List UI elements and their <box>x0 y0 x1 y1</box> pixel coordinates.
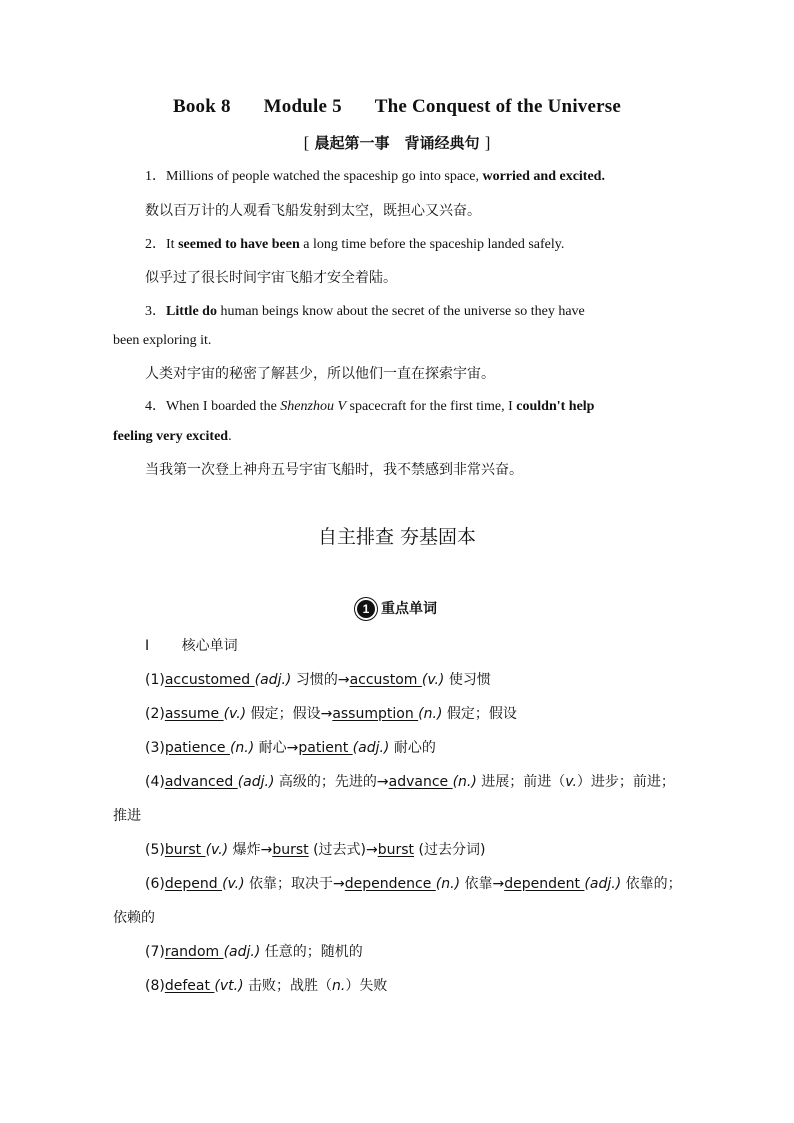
word-entry-4: (4)advanced (adj.) 高级的；先进的→advance (n.) 进展；前进（v.）进步；前进； <box>145 774 675 790</box>
word-entry-5: (5)burst (v.) 爆炸→burst (过去式)→burst (过去分词) <box>145 842 486 858</box>
sentence-3-cn: 人类对宇宙的秘密了解甚少，所以他们一直在探索宇宙。 <box>145 366 495 382</box>
word-entry-1: (1)accustomed (adj.) 习惯的→accustom (v.) 使习惯 <box>145 672 491 688</box>
word-entry-8: (8)defeat (vt.) 击败；战胜（n.）失败 <box>145 978 388 994</box>
section-subtitle <box>0 132 794 153</box>
subtitle-text: 晨起第一事 背诵经典句 <box>314 134 480 152</box>
sentence-3-en: 3．Little do human beings know about the secret of the universe so they have <box>145 304 585 319</box>
bracket-left: [ <box>303 133 310 152</box>
word-entry-2: (2)assume (v.) 假定；假设→assumption (n.) 假定；假设 <box>145 706 517 722</box>
roman-numeral: Ⅰ <box>145 638 150 654</box>
word-entry-6-cont: 依赖的 <box>113 910 155 926</box>
bracket-right: ] <box>484 133 491 152</box>
subsection-heading <box>145 636 679 656</box>
sentence-1-cn: 数以百万计的人观看飞船发射到太空，既担心又兴奋。 <box>145 203 481 219</box>
word-entry-7: (7)random (adj.) 任意的；随机的 <box>145 944 363 960</box>
sentence-4-cn: 当我第一次登上神舟五号宇宙飞船时，我不禁感到非常兴奋。 <box>145 462 523 478</box>
sentence-3-en-cont: been exploring it. <box>113 333 212 348</box>
page-title <box>0 96 794 118</box>
sentence-2-cn: 似乎过了很长时间宇宙飞船才安全着陆。 <box>145 270 397 286</box>
word-entry-4-cont: 推进 <box>113 808 141 824</box>
sentence-4-en-cont: feeling very excited. <box>113 429 232 444</box>
module-label: Module 5 <box>263 96 342 117</box>
subsection-label: 核心单词 <box>181 638 238 654</box>
sentence-2-en: 2．It seemed to have been a long time before the spaceship landed safely. <box>145 237 565 252</box>
word-entry-6: (6)depend (v.) 依靠；取决于→dependence (n.) 依靠→dependent (adj.) 依靠的； <box>145 876 682 892</box>
book-label: Book 8 <box>172 96 231 117</box>
section-heading: 自主排查 夯基固本 <box>317 526 477 548</box>
sentence-4-en: 4．When I boarded the Shenzhou V spacecraft for the first time, I couldn't help <box>145 399 595 414</box>
unit-title: The Conquest of the Universe <box>374 96 621 117</box>
sentence-1-en: 1．Millions of people watched the spaceship go into space, worried and excited. <box>145 169 605 184</box>
key-words-heading <box>0 598 794 618</box>
word-entry-3: (3)patience (n.) 耐心→patient (adj.) 耐心的 <box>145 740 436 756</box>
key-words-label: 重点单词 <box>381 601 437 617</box>
number-badge-icon: 1 <box>357 600 375 618</box>
